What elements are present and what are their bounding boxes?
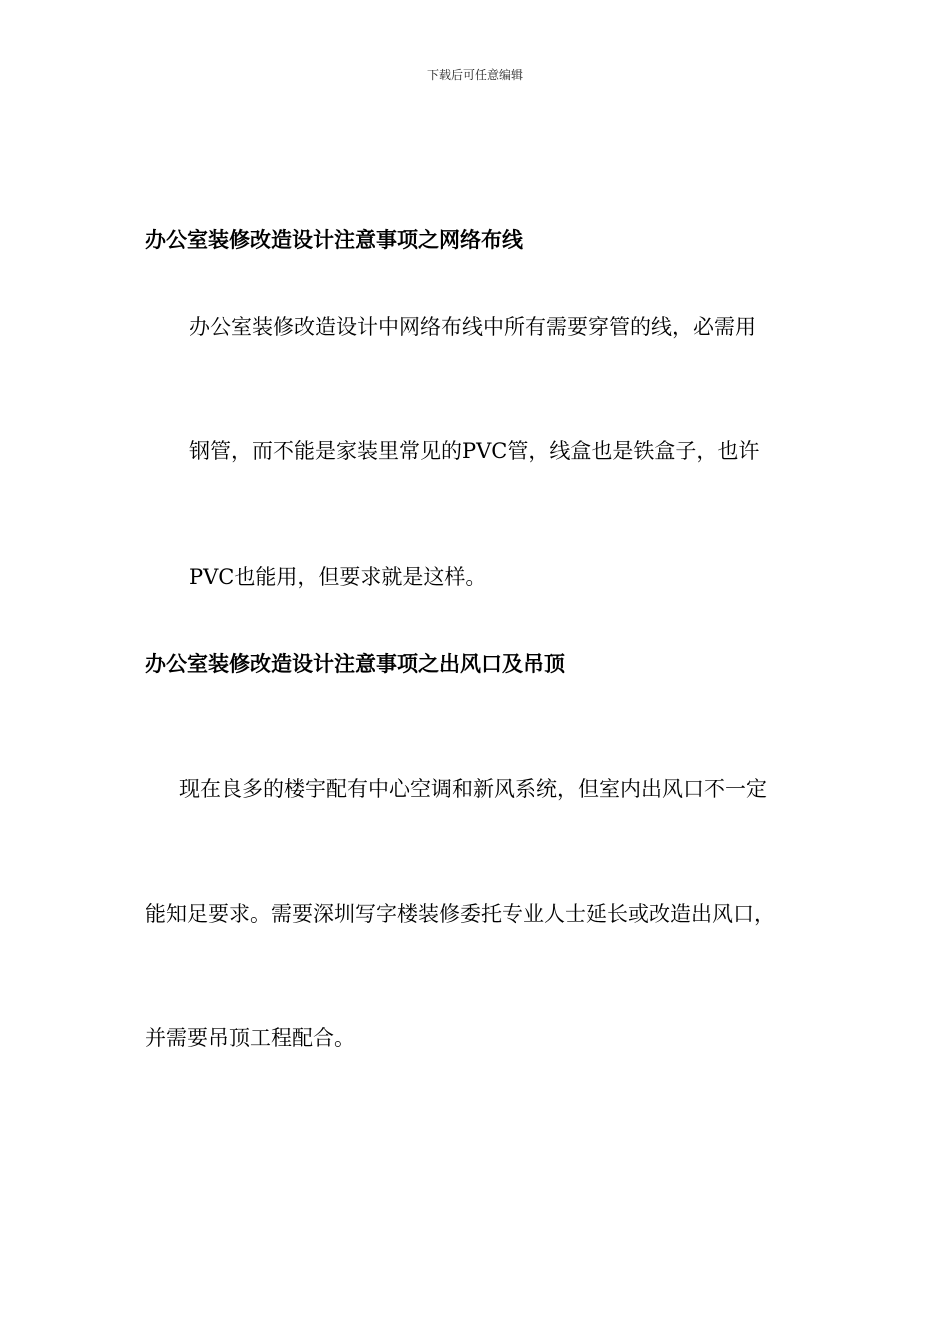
paragraph-line: 能知足要求。需要深圳写字楼装修委托专业人士延长或改造出风口， [145, 902, 775, 926]
paragraph-line: PVC也能用，但要求就是这样。 [189, 565, 487, 589]
paragraph-line: 现在良多的楼宇配有中心空调和新风系统，但室内出风口不一定 [179, 777, 767, 801]
page-header: 下载后可任意编辑 [426, 68, 523, 82]
paragraph-line: 并需要吊顶工程配合。 [145, 1026, 355, 1050]
paragraph-line: 办公室装修改造设计中网络布线中所有需要穿管的线，必需用 [189, 315, 756, 339]
paragraph-line: 钢管，而不能是家装里常见的PVC管，线盒也是铁盒子，也许 [189, 439, 760, 463]
section-heading-network-wiring: 办公室装修改造设计注意事项之网络布线 [145, 228, 523, 252]
section-heading-air-outlet-ceiling: 办公室装修改造设计注意事项之出风口及吊顶 [145, 652, 565, 676]
